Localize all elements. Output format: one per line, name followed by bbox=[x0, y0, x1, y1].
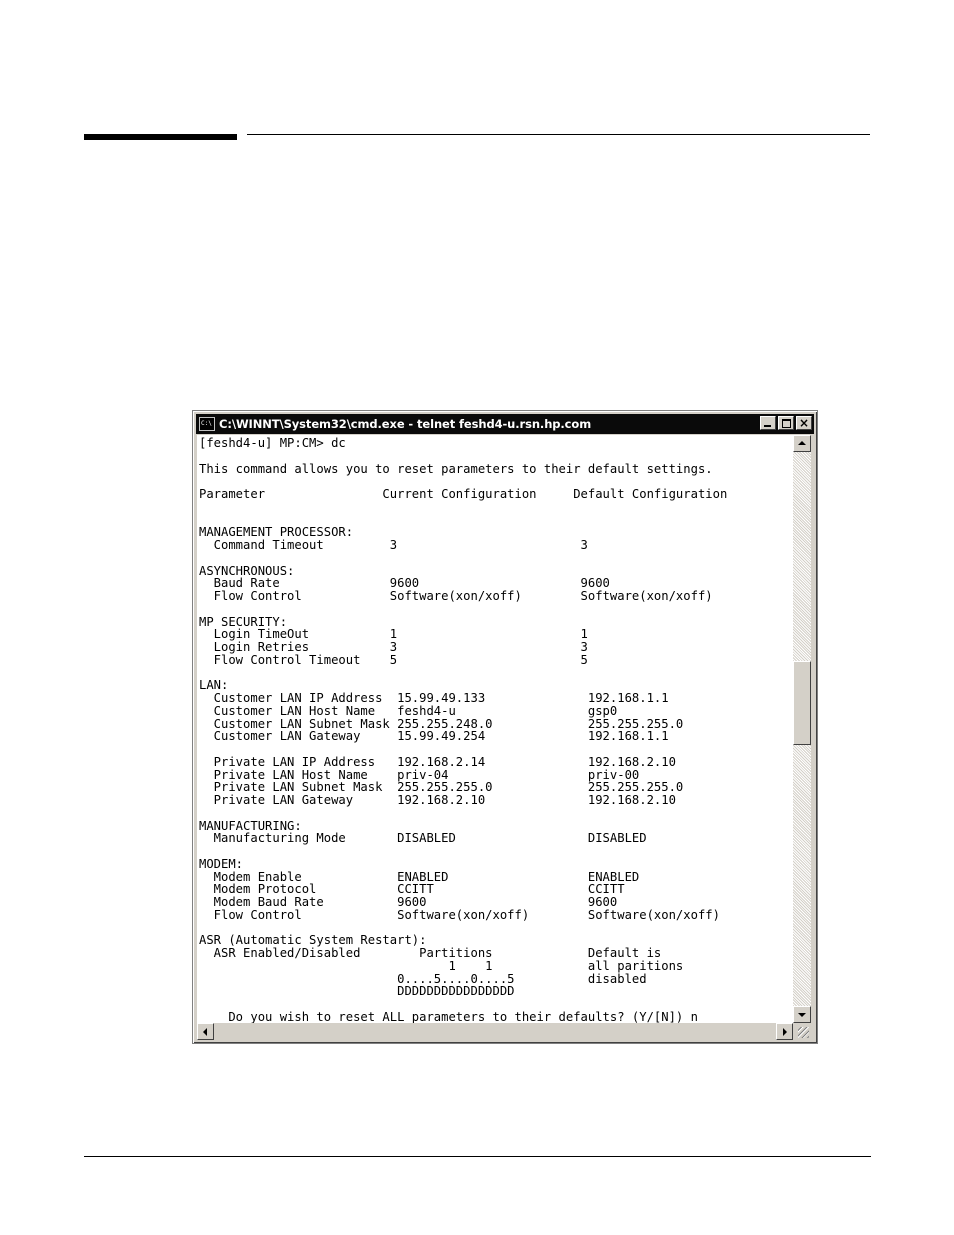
maximize-button[interactable] bbox=[778, 416, 794, 430]
footer-rule bbox=[84, 1156, 871, 1157]
arrow-right-icon bbox=[783, 1028, 787, 1036]
header-rule-thick bbox=[84, 134, 237, 140]
console-line: 1 1 all paritions bbox=[199, 958, 684, 973]
console-line: Private LAN IP Address 192.168.2.14 192.168.2.10 bbox=[199, 754, 676, 769]
title-bar[interactable] bbox=[196, 414, 814, 434]
console-line: Manufacturing Mode DISABLED DISABLED bbox=[199, 831, 647, 846]
scroll-left-button[interactable] bbox=[197, 1023, 214, 1040]
console-line: Login TimeOut 1 1 bbox=[199, 627, 588, 642]
arrow-down-icon bbox=[798, 1013, 806, 1017]
close-icon: × bbox=[798, 416, 810, 430]
console-line: This command allows you to reset parameters to their default settings. bbox=[199, 461, 713, 476]
console-line: Modem Enable ENABLED ENABLED bbox=[199, 869, 640, 884]
console-line: ASR (Automatic System Restart): bbox=[199, 933, 427, 948]
console-line: Private LAN Gateway 192.168.2.10 192.168.2.10 bbox=[199, 793, 676, 807]
console-line: Customer LAN Host Name feshd4-u gsp0 bbox=[199, 703, 618, 718]
console-line: MANAGEMENT PROCESSOR: bbox=[199, 525, 354, 540]
minimize-button[interactable] bbox=[760, 416, 776, 430]
minimize-icon bbox=[764, 425, 771, 427]
console-line: ASR Enabled/Disabled Partitions Default is bbox=[199, 946, 662, 960]
console-line: Modem Baud Rate 9600 9600 bbox=[199, 895, 618, 909]
console-line: Parameter Current Configuration Default Configuration bbox=[199, 487, 728, 501]
header-rule-thin bbox=[247, 134, 870, 135]
console-line: Customer LAN IP Address 15.99.49.133 192.168.1.1 bbox=[199, 691, 669, 705]
resize-grip[interactable] bbox=[793, 1023, 811, 1040]
horizontal-scrollbar[interactable] bbox=[197, 1023, 793, 1040]
console-line: Private LAN Subnet Mask 255.255.255.0 255.255.255.0 bbox=[199, 780, 684, 795]
arrow-up-icon bbox=[798, 441, 806, 445]
console-line: LAN: bbox=[199, 678, 229, 693]
console-line: Baud Rate 9600 9600 bbox=[199, 576, 610, 591]
console-line: Command Timeout 3 3 bbox=[199, 538, 588, 552]
vertical-scrollbar[interactable] bbox=[793, 435, 811, 1023]
title-bar-buttons bbox=[760, 416, 812, 430]
console-text bbox=[197, 435, 793, 1023]
console-line: Customer LAN Gateway 15.99.49.254 192.168.1.1 bbox=[199, 729, 669, 744]
close-button[interactable] bbox=[796, 416, 812, 430]
scroll-up-button[interactable] bbox=[793, 435, 811, 452]
console-line: 0....5....0....5 disabled bbox=[199, 971, 647, 986]
console-line: Flow Control Software(xon/xoff) Software(xon/xoff) bbox=[199, 589, 713, 603]
console-line: Customer LAN Subnet Mask 255.255.248.0 255.255.255.0 bbox=[199, 716, 684, 731]
console-app-icon[interactable]: C:\ bbox=[199, 417, 215, 431]
console-window[interactable] bbox=[192, 410, 818, 1044]
console-line: MODEM: bbox=[199, 856, 244, 871]
console-line: DDDDDDDDDDDDDDDD bbox=[199, 984, 515, 999]
console-line: Do you wish to reset ALL parameters to their defaults? (Y/[N]) n bbox=[199, 1009, 698, 1023]
console-line: ASYNCHRONOUS: bbox=[199, 563, 295, 578]
console-line: Flow Control Software(xon/xoff) Software(xon/xoff) bbox=[199, 907, 720, 922]
scroll-right-button[interactable] bbox=[776, 1023, 793, 1040]
window-title: C:\WINNT\System32\cmd.exe - telnet feshd4-u.rsn.hp.com bbox=[219, 417, 592, 431]
scroll-down-button[interactable] bbox=[793, 1006, 811, 1023]
console-output[interactable] bbox=[197, 435, 793, 1023]
maximize-icon bbox=[782, 419, 791, 428]
console-line: Flow Control Timeout 5 5 bbox=[199, 652, 588, 667]
console-line: Modem Protocol CCITT CCITT bbox=[199, 882, 625, 897]
console-line: Private LAN Host Name priv-04 priv-00 bbox=[199, 767, 640, 782]
resize-grip-icon bbox=[798, 1027, 809, 1038]
arrow-left-icon bbox=[203, 1028, 207, 1036]
vertical-scroll-thumb[interactable] bbox=[793, 661, 811, 745]
console-line: MANUFACTURING: bbox=[199, 818, 302, 833]
console-line: Login Retries 3 3 bbox=[199, 640, 588, 654]
console-line: [feshd4-u] MP:CM> dc bbox=[199, 436, 346, 450]
console-line: MP SECURITY: bbox=[199, 614, 288, 629]
